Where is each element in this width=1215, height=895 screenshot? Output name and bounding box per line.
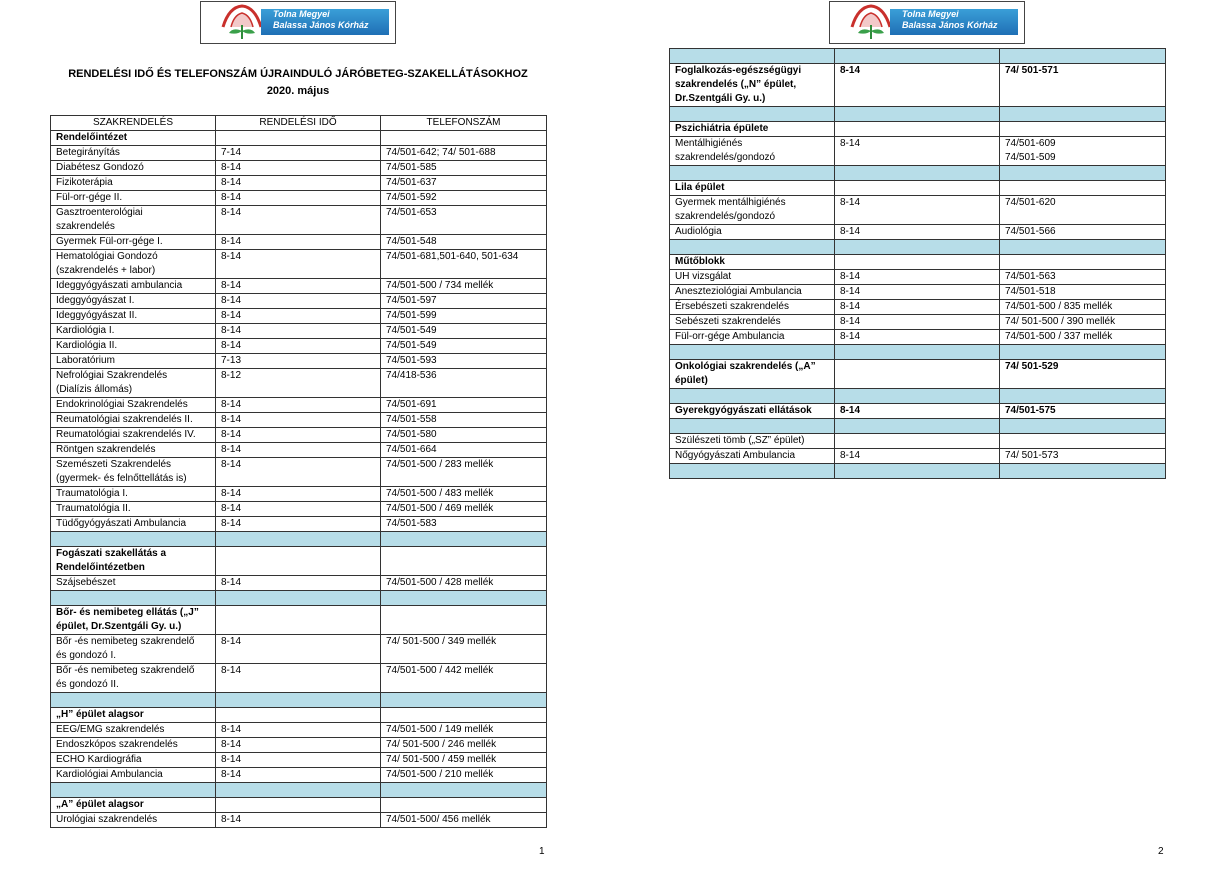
cell-hours [835,360,1000,389]
cell-hours: 8-12 [216,369,381,398]
cell-specialty: Nefrológiai Szakrendelés (Dialízis állomás) [51,369,216,398]
page-number: 1 [539,846,545,857]
section-row [51,798,547,813]
cell-hours: 8-14 [216,768,381,783]
cell-phone: 74/501-599 [381,309,547,324]
table-row [51,294,547,309]
cell-phone: 74/501-620 [1000,196,1166,225]
cell-phone: 74/501-653 [381,206,547,235]
cell-specialty: Endokrinológiai Szakrendelés [51,398,216,413]
cell-phone [1000,240,1166,255]
cell-hours: 8-14 [835,270,1000,285]
cell-specialty: „A” épület alagsor [51,798,216,813]
cell-specialty: Kardiológia II. [51,339,216,354]
section-row [51,547,547,576]
cell-specialty: Urológiai szakrendelés [51,813,216,828]
schedule-table-page-2 [669,48,1166,479]
cell-specialty: Endoszkópos szakrendelés [51,738,216,753]
cell-specialty: Lila épület [670,181,835,196]
cell-specialty: Pszichiátria épülete [670,122,835,137]
cell-specialty: UH vizsgálat [670,270,835,285]
cell-specialty: Gasztroenterológiai szakrendelés [51,206,216,235]
cell-hours: 8-14 [835,404,1000,419]
cell-hours: 8-14 [216,723,381,738]
blank-separator-row [670,419,1166,434]
document-title [50,66,546,100]
table-row [51,487,547,502]
cell-specialty [670,240,835,255]
cell-phone: 74/501-609 74/501-509 [1000,137,1166,166]
cell-specialty [670,49,835,64]
cell-specialty: Műtőblokk [670,255,835,270]
cell-phone: 74/501-566 [1000,225,1166,240]
cell-hours: 8-14 [835,449,1000,464]
cell-specialty: Tüdőgyógyászati Ambulancia [51,517,216,532]
cell-phone: 74/501-575 [1000,404,1166,419]
cell-phone [381,532,547,547]
table-row [51,398,547,413]
cell-phone [1000,345,1166,360]
cell-specialty: Röntgen szakrendelés [51,443,216,458]
cell-phone: 74/501-500 / 734 mellék [381,279,547,294]
table-row [51,354,547,369]
cell-phone: 74/501-563 [1000,270,1166,285]
table-body [51,131,547,828]
cell-hours [835,345,1000,360]
cell-specialty: Szájsebészet [51,576,216,591]
blank-separator-row [51,532,547,547]
blank-separator-row [670,240,1166,255]
table-row [51,768,547,783]
table-row [670,300,1166,315]
table-row [51,413,547,428]
header-specialty: SZAKRENDELÉS [51,116,216,131]
cell-hours [216,547,381,576]
cell-phone: 74/ 501-500 / 459 mellék [381,753,547,768]
cell-hours: 8-14 [216,324,381,339]
cell-phone [1000,181,1166,196]
cell-hours: 8-14 [835,64,1000,107]
cell-phone: 74/501-500 / 149 mellék [381,723,547,738]
cell-phone [381,783,547,798]
section-row [670,255,1166,270]
table-row [670,285,1166,300]
cell-specialty: Bőr -és nemibeteg szakrendelő és gondozó I. [51,635,216,664]
table-row [670,330,1166,345]
document-page-1 [0,0,600,895]
cell-phone: 74/501-637 [381,176,547,191]
cell-phone: 74/501-664 [381,443,547,458]
logo-text [902,9,998,31]
cell-phone [381,606,547,635]
cell-hours [835,255,1000,270]
cell-specialty: Nőgyógyászati Ambulancia [670,449,835,464]
cell-phone: 74/501-691 [381,398,547,413]
blank-separator-row [670,389,1166,404]
cell-specialty [51,783,216,798]
cell-specialty [670,345,835,360]
cell-phone [1000,255,1166,270]
section-row [670,122,1166,137]
cell-hours: 8-14 [216,443,381,458]
cell-hours [216,708,381,723]
table-row [51,576,547,591]
table-row [670,196,1166,225]
cell-hours: 8-14 [835,285,1000,300]
cell-specialty: Mentálhigiénés szakrendelés/gondozó [670,137,835,166]
cell-phone: 74/ 501-529 [1000,360,1166,389]
cell-specialty [670,419,835,434]
cell-hours [216,131,381,146]
cell-hours [835,434,1000,449]
table-row [51,309,547,324]
cell-specialty: EEG/EMG szakrendelés [51,723,216,738]
cell-specialty: Gyerekgyógyászati ellátások [670,404,835,419]
cell-hours: 8-14 [216,250,381,279]
page-number: 2 [1158,846,1164,857]
cell-hours: 8-14 [216,458,381,487]
cell-hours: 7-13 [216,354,381,369]
cell-specialty [670,389,835,404]
cell-specialty: Traumatológia II. [51,502,216,517]
cell-phone [381,547,547,576]
cell-hours [216,798,381,813]
cell-hours: 8-14 [216,161,381,176]
cell-specialty: Audiológia [670,225,835,240]
cell-hours: 8-14 [216,309,381,324]
cell-specialty: Fizikoterápia [51,176,216,191]
section-row [51,606,547,635]
cell-phone [381,131,547,146]
cell-phone [1000,49,1166,64]
title-line-1: RENDELÉSI IDŐ ÉS TELEFONSZÁM ÚJRAINDULÓ JÁRÓBETEG-SZAKELLÁTÁSOKHOZ [68,68,528,80]
cell-hours [835,464,1000,479]
cell-phone: 74/501-500 / 483 mellék [381,487,547,502]
table-row [51,191,547,206]
cell-specialty: Fogászati szakellátás a Rendelőintézetben [51,547,216,576]
header-phone: TELEFONSZÁM [381,116,547,131]
cell-specialty: Betegirányítás [51,146,216,161]
cell-phone [1000,419,1166,434]
blank-separator-row [670,49,1166,64]
section-row [51,708,547,723]
table-row [670,137,1166,166]
cell-specialty: Diabétesz Gondozó [51,161,216,176]
table-row [51,206,547,235]
table-row [51,161,547,176]
cell-specialty [51,693,216,708]
cell-specialty [670,464,835,479]
cell-specialty: Gyermek mentálhigiénés szakrendelés/gondozó [670,196,835,225]
cell-phone: 74/501-558 [381,413,547,428]
cell-specialty: „H” épület alagsor [51,708,216,723]
cell-specialty: Rendelőintézet [51,131,216,146]
cell-phone: 74/501-593 [381,354,547,369]
cell-phone: 74/ 501-571 [1000,64,1166,107]
cell-phone: 74/ 501-573 [1000,449,1166,464]
cell-phone: 74/501-549 [381,339,547,354]
cell-hours [835,107,1000,122]
cell-hours [216,693,381,708]
cell-specialty: Bőr- és nemibeteg ellátás („J” épület, Dr.Szentgáli Gy. u.) [51,606,216,635]
cell-phone: 74/501-585 [381,161,547,176]
cell-specialty: Szemészeti Szakrendelés (gyermek- és felnőttellátás is) [51,458,216,487]
table-row [51,324,547,339]
cell-specialty: Érsebészeti szakrendelés [670,300,835,315]
cell-phone: 74/501-518 [1000,285,1166,300]
cell-hours: 8-14 [216,235,381,250]
cell-specialty: Ideggyógyászati ambulancia [51,279,216,294]
cell-hours [835,240,1000,255]
cell-phone [381,591,547,606]
table-row [51,369,547,398]
hospital-emblem-icon [219,3,265,43]
table-row [51,458,547,487]
blank-separator-row [670,345,1166,360]
blank-separator-row [51,591,547,606]
cell-phone [1000,389,1166,404]
cell-specialty: Ideggyógyászat I. [51,294,216,309]
cell-phone [381,798,547,813]
cell-phone: 74/501-592 [381,191,547,206]
blank-separator-row [670,464,1166,479]
cell-specialty: Szülészeti tömb („SZ” épület) [670,434,835,449]
cell-phone [1000,166,1166,181]
blank-separator-row [670,107,1166,122]
cell-hours: 8-14 [835,196,1000,225]
cell-phone: 74/ 501-500 / 349 mellék [381,635,547,664]
cell-hours: 8-14 [216,428,381,443]
section-row [670,181,1166,196]
table-row [51,813,547,828]
cell-phone [1000,434,1166,449]
cell-hours: 8-14 [835,300,1000,315]
blank-separator-row [51,783,547,798]
cell-phone: 74/501-500 / 835 mellék [1000,300,1166,315]
cell-phone: 74/501-500 / 469 mellék [381,502,547,517]
cell-hours: 8-14 [216,413,381,428]
cell-specialty [670,107,835,122]
blank-separator-row [670,166,1166,181]
table-row [51,664,547,693]
cell-hours: 8-14 [216,664,381,693]
section-row [670,404,1166,419]
table-header-row [51,116,547,131]
cell-hours [835,181,1000,196]
schedule-table-page-1 [50,115,547,828]
cell-specialty: Traumatológia I. [51,487,216,502]
table-row [670,225,1166,240]
cell-hours [835,122,1000,137]
table-body [670,49,1166,479]
cell-hours [835,389,1000,404]
blank-separator-row [51,693,547,708]
cell-hours: 8-14 [216,576,381,591]
logo-line-1: Tolna Megyei [273,9,330,19]
cell-phone [1000,107,1166,122]
cell-phone: 74/501-549 [381,324,547,339]
table-row [51,502,547,517]
cell-specialty: Hematológiai Gondozó (szakrendelés + labor) [51,250,216,279]
cell-phone [381,708,547,723]
cell-hours: 8-14 [216,279,381,294]
cell-specialty: Onkológiai szakrendelés („A” épület) [670,360,835,389]
cell-phone: 74/501-500 / 428 mellék [381,576,547,591]
cell-specialty: Sebészeti szakrendelés [670,315,835,330]
cell-hours: 8-14 [216,635,381,664]
table-row [670,315,1166,330]
cell-specialty: Foglalkozás-egészségügyi szakrendelés („N” épület, Dr.Szentgáli Gy. u.) [670,64,835,107]
cell-specialty: Bőr -és nemibeteg szakrendelő és gondozó II. [51,664,216,693]
cell-hours: 8-14 [216,176,381,191]
title-line-2: 2020. május [266,85,330,97]
cell-hours [835,419,1000,434]
hospital-emblem-icon [848,3,894,43]
document-page-2 [610,0,1215,895]
logo-text [273,9,369,31]
cell-phone: 74/501-580 [381,428,547,443]
table-row [670,270,1166,285]
table-row [51,250,547,279]
cell-specialty: Kardiológiai Ambulancia [51,768,216,783]
cell-phone: 74/501-500 / 283 mellék [381,458,547,487]
cell-phone: 74/501-597 [381,294,547,309]
cell-phone: 74/501-681,501-640, 501-634 [381,250,547,279]
cell-specialty: Kardiológia I. [51,324,216,339]
cell-hours [835,166,1000,181]
cell-hours: 8-14 [835,137,1000,166]
hospital-logo [200,1,396,44]
cell-phone: 74/ 501-500 / 390 mellék [1000,315,1166,330]
table-row [51,753,547,768]
cell-hours: 8-14 [216,191,381,206]
cell-specialty [670,166,835,181]
cell-phone: 74/418-536 [381,369,547,398]
cell-hours: 8-14 [216,753,381,768]
cell-phone: 74/501-548 [381,235,547,250]
hospital-logo [829,1,1025,44]
cell-specialty: Reumatológiai szakrendelés II. [51,413,216,428]
section-row [670,360,1166,389]
cell-phone: 74/501-500/ 456 mellék [381,813,547,828]
cell-specialty: ECHO Kardiográfia [51,753,216,768]
table-row [670,449,1166,464]
table-row [51,339,547,354]
cell-specialty [51,532,216,547]
cell-hours: 8-14 [216,517,381,532]
table-row [51,635,547,664]
table-row [51,738,547,753]
cell-specialty: Fül-orr-gége Ambulancia [670,330,835,345]
table-row [51,176,547,191]
cell-phone [381,693,547,708]
cell-hours: 8-14 [216,398,381,413]
cell-specialty: Gyermek Fül-orr-gége I. [51,235,216,250]
header-hours: RENDELÉSI IDŐ [216,116,381,131]
cell-hours: 8-14 [216,502,381,517]
cell-hours: 8-14 [216,487,381,502]
cell-phone: 74/501-500 / 442 mellék [381,664,547,693]
cell-phone: 74/501-500 / 210 mellék [381,768,547,783]
cell-hours: 8-14 [216,294,381,309]
cell-specialty: Ideggyógyászat II. [51,309,216,324]
logo-line-2: Balassa János Kórház [273,20,369,30]
table-row [51,517,547,532]
table-row [51,428,547,443]
cell-hours: 8-14 [835,225,1000,240]
table-row [670,434,1166,449]
cell-hours [216,591,381,606]
cell-specialty: Reumatológiai szakrendelés IV. [51,428,216,443]
table-row [51,235,547,250]
cell-hours: 8-14 [216,738,381,753]
cell-phone: 74/501-642; 74/ 501-688 [381,146,547,161]
cell-phone: 74/501-583 [381,517,547,532]
cell-hours [216,783,381,798]
cell-hours [216,532,381,547]
cell-phone [1000,464,1166,479]
cell-hours: 8-14 [835,315,1000,330]
section-row [670,64,1166,107]
cell-specialty: Fül-orr-gége II. [51,191,216,206]
cell-hours: 7-14 [216,146,381,161]
table-row [51,723,547,738]
logo-line-1: Tolna Megyei [902,9,959,19]
section-row [51,131,547,146]
cell-hours [216,606,381,635]
table-row [51,443,547,458]
cell-phone [1000,122,1166,137]
cell-phone: 74/501-500 / 337 mellék [1000,330,1166,345]
cell-hours: 8-14 [216,813,381,828]
logo-line-2: Balassa János Kórház [902,20,998,30]
table-row [51,146,547,161]
cell-specialty: Aneszteziológiai Ambulancia [670,285,835,300]
cell-hours: 8-14 [216,206,381,235]
table-row [51,279,547,294]
cell-phone: 74/ 501-500 / 246 mellék [381,738,547,753]
cell-specialty: Laboratórium [51,354,216,369]
cell-hours: 8-14 [216,339,381,354]
cell-hours [835,49,1000,64]
cell-specialty [51,591,216,606]
cell-hours: 8-14 [835,330,1000,345]
